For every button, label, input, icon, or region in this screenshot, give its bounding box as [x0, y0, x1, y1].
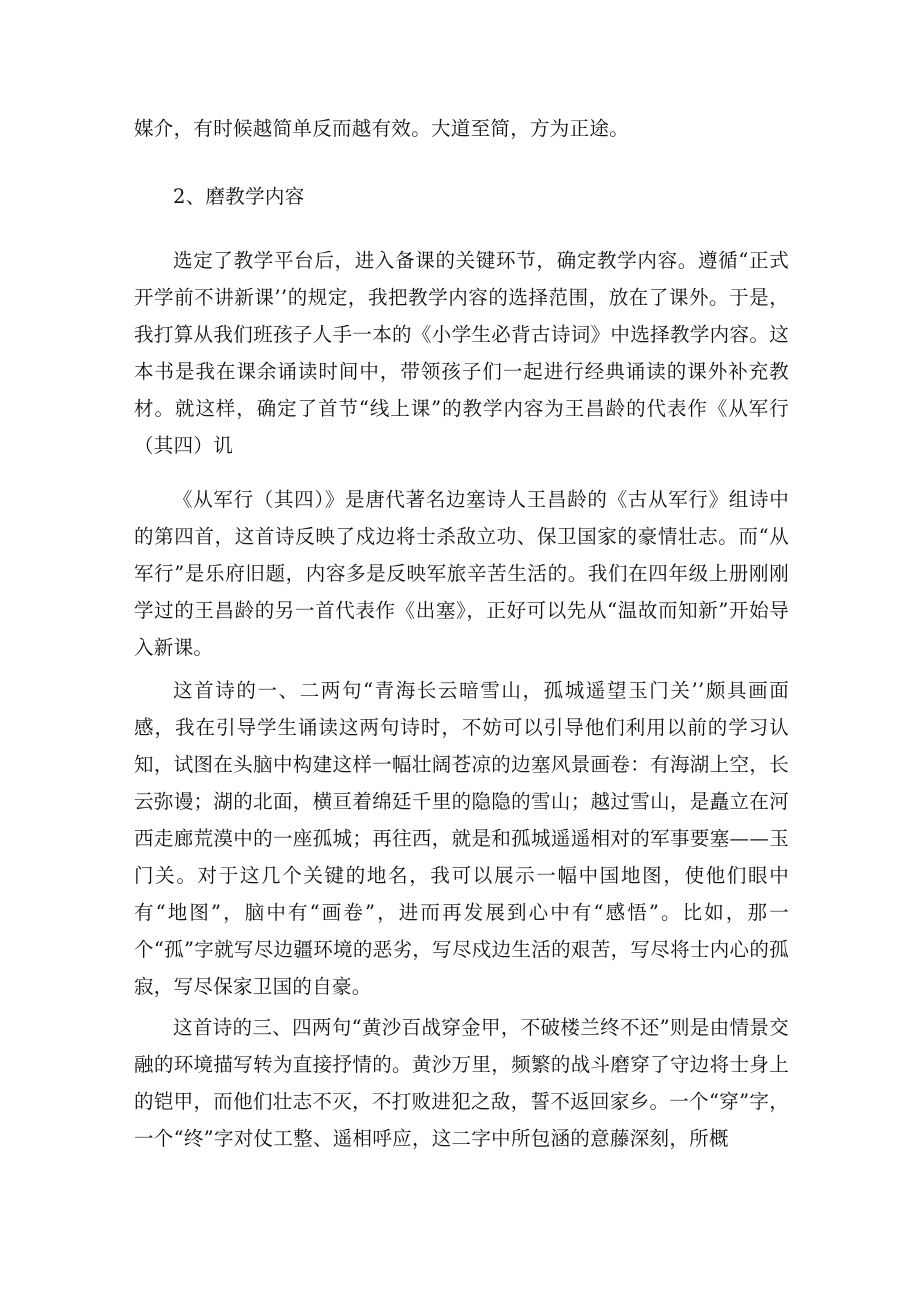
paragraph-first-two-lines: 这首诗的一、二两句“青海长云暗雪山，孤城遥望玉门关’’颇具画面感，我在引导学生诵读这两句诗时，不妨可以引导他们利用以前的学习认知，试图在头脑中构建这样一幅壮阔苍凉的边塞风景画卷：有海湖上空，长云弥谩；湖的北面，横亘着绵廷千里的隐隐的雪山；越过雪山，是矗立在河西走廊荒漠中的一座孤城；再往西，就是和孤城遥遥相对的军事要塞——玉门关。对于这几个关键的地名，我可以展示一幅中国地图，使他们眼中有“地图”，脑中有“画卷”，进而再发展到心中有“感悟”。比如，那一个“孤”字就写尽边疆环境的恶劣，写尽戍边生活的艰苦，写尽将士内心的孤寂，写尽保家卫国的自豪。	[134, 679, 789, 998]
section-heading-teaching-content: 2、磨教学内容	[173, 185, 305, 208]
paragraph-media-simplicity: 媒介，有时候越简单反而越有效。大道至简，方为正途。	[134, 117, 630, 140]
paragraph-last-two-lines: 这首诗的三、四两句“黄沙百战穿金甲，不破楼兰终不还”则是由情景交融的环境描写转为直接抒情的。黄沙万里，频繁的战斗磨穿了守边将士身上的铠甲，而他们壮志不灭，不打败进犯之敌，誓不返回家乡。一个“穿”字，一个“终”字对仗工整、遥相呼应，这二字中所包涵的意藤深刻，所概	[134, 1016, 789, 1150]
paragraph-poem-introduction: 《从军行（其四）》是唐代著名边塞诗人王昌龄的《古从军行》组诗中的第四首，这首诗反映了戍边将士杀敌立功、保卫国家的豪情壮志。而“从军行”是乐府旧题，内容多是反映军旅辛苦生活的。我们在四年级上册刚刚学过的王昌龄的另一首代表作《出塞》，正好可以先从“温故而知新”开始导入新课。	[134, 488, 789, 659]
paragraph-choosing-content: 选定了教学平台后，进入备课的关键环节，确定教学内容。遵循“正式开学前不讲新课’’的规定，我把教学内容的选择范围，放在了课外。于是，我打算从我们班孩子人手一本的《小学生必背古诗词》中选择教学内容。这本书是我在课余诵读时间中，带领孩子们一起进行经典诵读的课外补充教材。就这样，确定了首节“线上课”的教学内容为王昌龄的代表作《从军行（其四）讥	[134, 249, 789, 457]
